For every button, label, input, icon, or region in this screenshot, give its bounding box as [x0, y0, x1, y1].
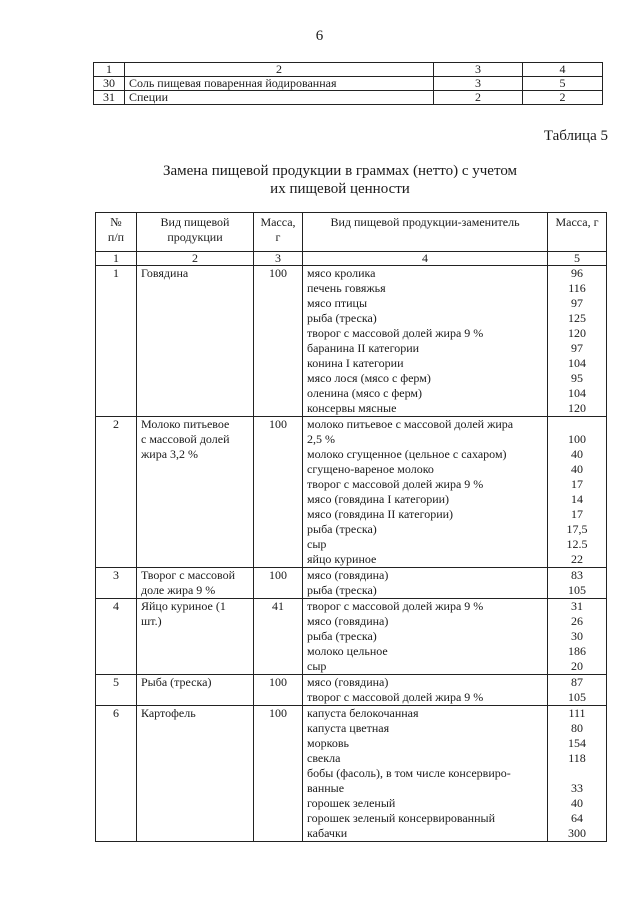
substitute-name: рыба (треска): [307, 583, 377, 597]
col-number: 1: [96, 252, 137, 266]
spacer: [552, 766, 602, 781]
substitute-mass-list: [548, 675, 607, 706]
product-name-line: Картофель: [141, 706, 196, 720]
table-label: Таблица 5: [543, 128, 608, 144]
substitute-mass: 186: [568, 644, 586, 658]
row-number: 5: [96, 675, 137, 706]
col-number: 5: [548, 252, 607, 266]
substitute-name: 2,5 %: [307, 432, 335, 446]
substitute-mass: 104: [568, 356, 586, 370]
substitute-name: творог с массовой долей жира 9 %: [307, 326, 484, 340]
row-number: 3: [96, 568, 137, 599]
row-number: 4: [96, 599, 137, 675]
table-row: [94, 91, 603, 105]
substitute-name: мясо (говядина): [307, 568, 389, 582]
substitute-mass: 97: [571, 296, 583, 310]
spacer: [552, 417, 602, 432]
substitute-name: горошек зеленый: [307, 796, 396, 810]
product-mass: 100: [254, 266, 303, 417]
substitute-mass: 83: [571, 568, 583, 582]
product-name: Специи: [125, 91, 434, 105]
table-row: [96, 599, 607, 675]
substitute-mass: 40: [571, 796, 583, 810]
substitute-mass-list: [548, 417, 607, 568]
substitute-name: бобы (фасоль), в том числе консервиро-: [307, 766, 511, 780]
substitute-mass: 17: [571, 507, 583, 521]
header-mass: [254, 213, 303, 252]
substitute-mass: 120: [568, 326, 586, 340]
substitute-list: [303, 266, 548, 417]
col-number: 2: [125, 63, 434, 77]
table-row: [96, 568, 607, 599]
product-name-line: Молоко питьевое: [141, 417, 230, 431]
substitute-list: [303, 599, 548, 675]
substitute-name: мясо лося (мясо с ферм): [307, 371, 431, 385]
header-text: №: [110, 215, 122, 229]
table-title-line: Замена пищевой продукции в граммах (нетто) с учетом: [162, 163, 518, 179]
product-mass: 100: [254, 675, 303, 706]
row-number: 1: [96, 266, 137, 417]
header-number: [96, 213, 137, 252]
header-mass-substitute: Масса, г: [548, 213, 607, 252]
col-number: 1: [94, 63, 125, 77]
product-cell: [137, 599, 254, 675]
header-text: Масса,: [260, 215, 296, 229]
substitute-name: мясо (говядина): [307, 675, 389, 689]
substitute-name: кабачки: [307, 826, 348, 840]
substitute-name: ванные: [307, 781, 345, 795]
substitute-mass: 105: [568, 583, 586, 597]
substitute-mass: 100: [568, 432, 586, 446]
header-substitute: Вид пищевой продукции-заменитель: [303, 213, 548, 252]
substitute-name: консервы мясные: [307, 401, 397, 415]
product-cell: [137, 568, 254, 599]
substitute-mass: 116: [568, 281, 586, 295]
substitute-name: конина I категории: [307, 356, 404, 370]
table-body: [96, 266, 607, 842]
substitute-mass: 30: [571, 629, 583, 643]
table-title-line: их пищевой ценности: [270, 181, 410, 197]
table-row: [96, 266, 607, 417]
product-mass: 100: [254, 568, 303, 599]
header-text: г: [275, 230, 281, 244]
substitute-name: оленина (мясо с ферм): [307, 386, 423, 400]
substitute-name: печень говяжья: [307, 281, 386, 295]
substitute-mass: 80: [571, 721, 583, 735]
value-cell: 5: [523, 77, 603, 91]
substitute-name: творог с массовой долей жира 9 %: [307, 599, 484, 613]
header-product: [137, 213, 254, 252]
header-text: п/п: [107, 230, 125, 244]
substitute-name: творог с массовой долей жира 9 %: [307, 477, 484, 491]
substitute-mass-list: [548, 266, 607, 417]
substitute-mass: 97: [571, 341, 583, 355]
substitute-mass: 125: [568, 311, 586, 325]
substitute-mass: 105: [568, 690, 586, 704]
row-number: 6: [96, 706, 137, 842]
product-cell: [137, 706, 254, 842]
substitute-mass: 96: [571, 266, 583, 280]
product-name-line: жира 3,2 %: [141, 447, 199, 461]
substitution-table: [95, 212, 607, 842]
table-row: [96, 417, 607, 568]
substitute-name: мясо птицы: [307, 296, 368, 310]
product-cell: [137, 675, 254, 706]
substitute-name: капуста белокочанная: [307, 706, 419, 720]
substitute-name: свекла: [307, 751, 341, 765]
substitute-mass: 64: [571, 811, 583, 825]
substitute-mass: 20: [571, 659, 583, 673]
product-mass: 100: [254, 706, 303, 842]
substitute-mass: 118: [568, 751, 586, 765]
substitute-list: [303, 568, 548, 599]
substitute-mass: 300: [568, 826, 586, 840]
substitute-mass: 95: [571, 371, 583, 385]
header-text: Вид пищевой: [160, 215, 230, 229]
substitute-name: яйцо куриное: [307, 552, 377, 566]
header-text: продукции: [167, 230, 223, 244]
product-name-line: Говядина: [141, 266, 189, 280]
substitute-mass: 40: [571, 447, 583, 461]
product-cell: [137, 417, 254, 568]
substitute-name: мясо (говядина): [307, 614, 389, 628]
substitute-name: сгущено-вареное молоко: [307, 462, 434, 476]
table-row: [96, 675, 607, 706]
substitute-mass: 17,5: [566, 522, 588, 536]
table-column-number-row: [96, 252, 607, 266]
substitute-name: мясо (говядина I категории): [307, 492, 450, 506]
substitute-name: морковь: [307, 736, 349, 750]
continuation-table: [93, 62, 603, 105]
col-number: 3: [254, 252, 303, 266]
substitute-mass: 22: [571, 552, 583, 566]
product-name-line: Яйцо куриное (1: [141, 599, 226, 613]
substitute-name: рыба (треска): [307, 522, 377, 536]
table-row: [96, 706, 607, 842]
substitute-mass: 17: [571, 477, 583, 491]
substitute-list: [303, 417, 548, 568]
substitute-mass: 154: [568, 736, 586, 750]
substitute-mass: 14: [571, 492, 583, 506]
col-number: 3: [434, 63, 523, 77]
substitute-mass: 26: [571, 614, 583, 628]
substitute-name: баранина II категории: [307, 341, 420, 355]
substitute-mass: 111: [568, 706, 586, 720]
substitute-name: мясо (говядина II категории): [307, 507, 454, 521]
col-number: 4: [303, 252, 548, 266]
table-title: [120, 162, 560, 198]
product-name-line: шт.): [141, 614, 162, 628]
row-number: 2: [96, 417, 137, 568]
substitute-list: [303, 706, 548, 842]
substitute-mass-list: [548, 706, 607, 842]
substitute-list: [303, 675, 548, 706]
value-cell: 2: [434, 91, 523, 105]
substitute-mass: 104: [568, 386, 586, 400]
table-row: [94, 77, 603, 91]
substitute-mass: 120: [568, 401, 586, 415]
substitute-name: рыба (треска): [307, 629, 377, 643]
substitute-name: молоко цельное: [307, 644, 388, 658]
table-header-row: [96, 213, 607, 252]
substitute-name: мясо кролика: [307, 266, 376, 280]
substitute-mass: 31: [571, 599, 583, 613]
product-name-line: Творог с массовой: [141, 568, 236, 582]
product-name-line: доле жира 9 %: [141, 583, 216, 597]
product-mass: 100: [254, 417, 303, 568]
substitute-mass-list: [548, 568, 607, 599]
substitute-name: творог с массовой долей жира 9 %: [307, 690, 484, 704]
substitute-name: молоко сгущенное (цельное с сахаром): [307, 447, 507, 461]
product-cell: [137, 266, 254, 417]
row-number: 30: [94, 77, 125, 91]
substitute-mass: 40: [571, 462, 583, 476]
col-number: 2: [137, 252, 254, 266]
page-number: 6: [315, 28, 324, 44]
substitute-name: молоко питьевое с массовой долей жира: [307, 417, 514, 431]
product-name-line: Рыба (треска): [141, 675, 212, 689]
substitute-name: сыр: [307, 537, 327, 551]
substitute-name: рыба (треска): [307, 311, 377, 325]
substitute-name: сыр: [307, 659, 327, 673]
substitute-mass: 87: [571, 675, 583, 689]
product-name: Соль пищевая поваренная йодированная: [125, 77, 434, 91]
substitute-mass-list: [548, 599, 607, 675]
table-column-number-row: [94, 63, 603, 77]
col-number: 4: [523, 63, 603, 77]
row-number: 31: [94, 91, 125, 105]
substitute-mass: 12.5: [566, 537, 588, 551]
value-cell: 2: [523, 91, 603, 105]
product-name-line: с массовой долей: [141, 432, 230, 446]
substitute-name: капуста цветная: [307, 721, 390, 735]
value-cell: 3: [434, 77, 523, 91]
substitute-mass: 33: [571, 781, 583, 795]
substitute-name: горошек зеленый консервированный: [307, 811, 495, 825]
product-mass: 41: [254, 599, 303, 675]
